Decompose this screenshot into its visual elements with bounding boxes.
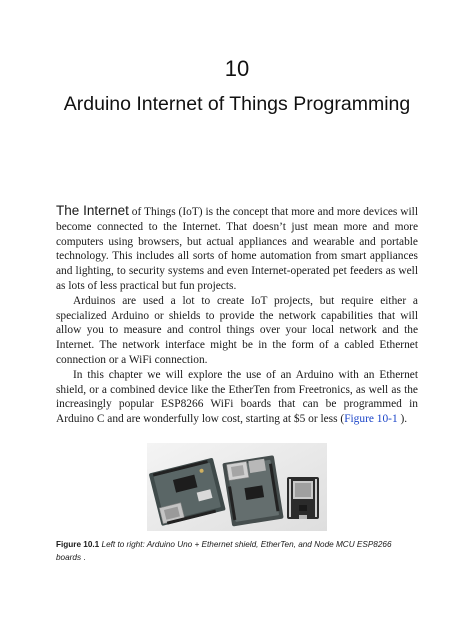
- paragraph-text: In this chapter we will explore the use of an Arduino with an Ethernet shield, or a combined device like the EtherTen from Freetronics, as well as the increasingly popular ESP8266 WiFi boards that can be programmed in Arduino C and are wonderfully low cost, starting at $5 or less (: [56, 368, 418, 426]
- lead-in-text: The Internet: [56, 203, 129, 218]
- figure-reference-link[interactable]: Figure 10-1: [344, 413, 398, 426]
- arduino-boards-image: [147, 443, 327, 531]
- figure-label: Figure 10.1: [56, 540, 100, 549]
- paragraph-arduinos: Arduinos are used a lot to create IoT projects, but require either a specialized Arduino or shields to provide the network capabilities that will allow you to measure and control things over your local network and the Internet. The network interface might be in the form of a cabled Ethernet connection or a WiFi connection.: [56, 294, 418, 366]
- paragraph-chapter-overview: [56, 368, 418, 427]
- figure-photo: [147, 443, 327, 531]
- paragraph-intro: [56, 204, 418, 294]
- chapter-body: [56, 204, 418, 427]
- paragraph-text: of Things (IoT) is the concept that more and more devices will become connected to the Internet. That doesn’t just mean more and more computers using browsers, but actual appliances and wearable and portable technology. This includes all sorts of home automation from smart appliances and lighting, to security systems and even Internet-operated pet feeders as well as lots of less practical but fun projects.: [56, 206, 418, 292]
- chapter-title: Arduino Internet of Things Programming: [63, 93, 411, 115]
- etherten-board: [222, 455, 283, 526]
- figure-caption-end: .: [81, 553, 86, 562]
- nodemcu-board: [287, 477, 319, 519]
- figure-caption: [56, 538, 418, 564]
- figure-caption-text: Left to right: Arduino Uno + Ethernet shield, EtherTen, and Node MCU ESP8266 boards: [56, 540, 392, 562]
- paragraph-text: ).: [397, 413, 408, 426]
- chapter-number: 10: [224, 56, 250, 81]
